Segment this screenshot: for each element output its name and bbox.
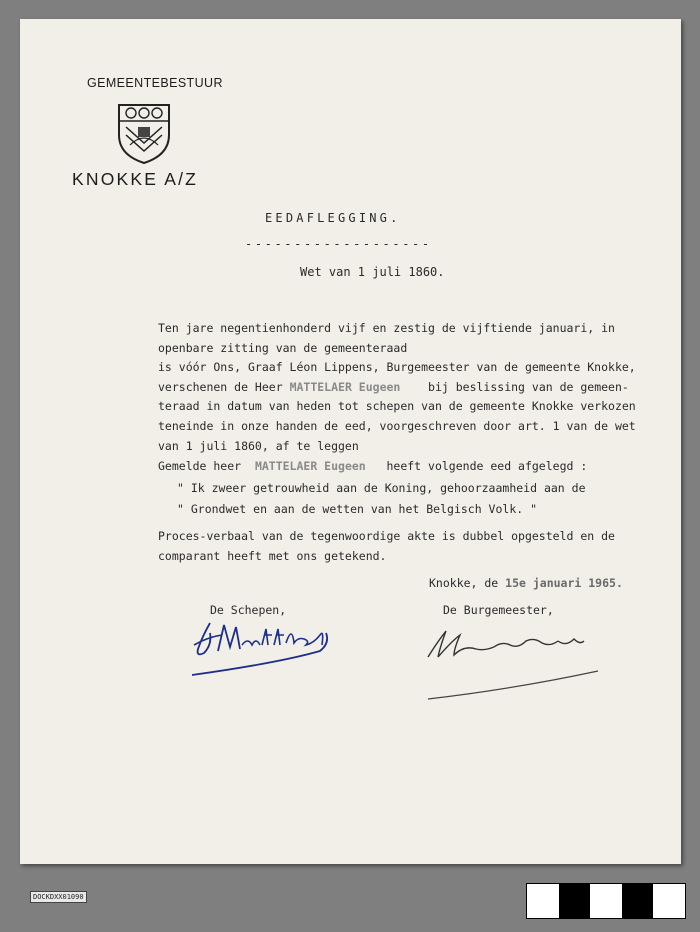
place-date <box>429 576 623 590</box>
body-line: van 1 juli 1860, af te leggen <box>158 439 359 453</box>
archive-id-label: DOCKDXX01090 <box>30 891 87 903</box>
mayor-label: De Burgemeester, <box>443 603 554 617</box>
oath-line: " Grondwet en aan de wetten van het Belgisch Volk. " <box>177 502 538 516</box>
letterhead-title: GEMEENTEBESTUUR <box>87 76 223 90</box>
heading-divider: ------------------- <box>245 237 432 251</box>
closing-line: Proces-verbaal van de tegenwoordige akte is dubbel opgesteld en de <box>158 529 615 543</box>
letterhead-city: KNOKKE A/Z <box>72 169 199 189</box>
place-prefix: Knokke, de <box>429 576 506 590</box>
scale-swatch <box>559 884 591 918</box>
alderman-signature-icon <box>188 615 333 681</box>
line-suffix: bij beslissing van de gemeen- <box>400 380 629 394</box>
scale-swatch <box>653 884 685 918</box>
body-line: teraad in datum van heden tot schepen van de gemeente Knokke verkozen <box>158 399 636 413</box>
municipal-crest-icon <box>116 101 172 165</box>
scale-swatch <box>527 884 559 918</box>
document-heading: EEDAFLEGGING. <box>265 211 401 225</box>
closing-line: comparant heeft met ons getekend. <box>158 549 387 563</box>
document-page <box>20 19 681 864</box>
scale-swatch <box>622 884 654 918</box>
oath-line: " Ik zweer getrouwheid aan de Koning, gehoorzaamheid aan de <box>177 481 586 495</box>
line-suffix: heeft volgende eed afgelegd : <box>365 459 588 473</box>
body-line: openbare zitting van de gemeenteraad <box>158 341 408 355</box>
body-line: Ten jare negentienhonderd vijf en zestig de vijftiende januari, in <box>158 321 615 335</box>
appointee-name: MATTELAER Eugeen <box>254 459 366 473</box>
body-line: teneinde in onze handen de eed, voorgeschreven door art. 1 van de wet <box>158 419 636 433</box>
line-prefix: Gemelde heer <box>158 459 255 473</box>
mayor-signature-icon <box>424 623 602 703</box>
line-prefix: verschenen de Heer <box>158 380 290 394</box>
document-date: 15e januari 1965. <box>505 576 623 590</box>
body-line: is vóór Ons, Graaf Léon Lippens, Burgemeester van de gemeente Knokke, <box>158 360 636 374</box>
scale-swatch <box>590 884 622 918</box>
appointee-name: MATTELAER Eugeen <box>289 380 401 394</box>
color-calibration-scale <box>526 883 686 919</box>
body-line <box>158 459 587 473</box>
body-line <box>158 380 629 394</box>
alderman-label: De Schepen, <box>210 603 287 617</box>
law-reference: Wet van 1 juli 1860. <box>300 265 445 279</box>
